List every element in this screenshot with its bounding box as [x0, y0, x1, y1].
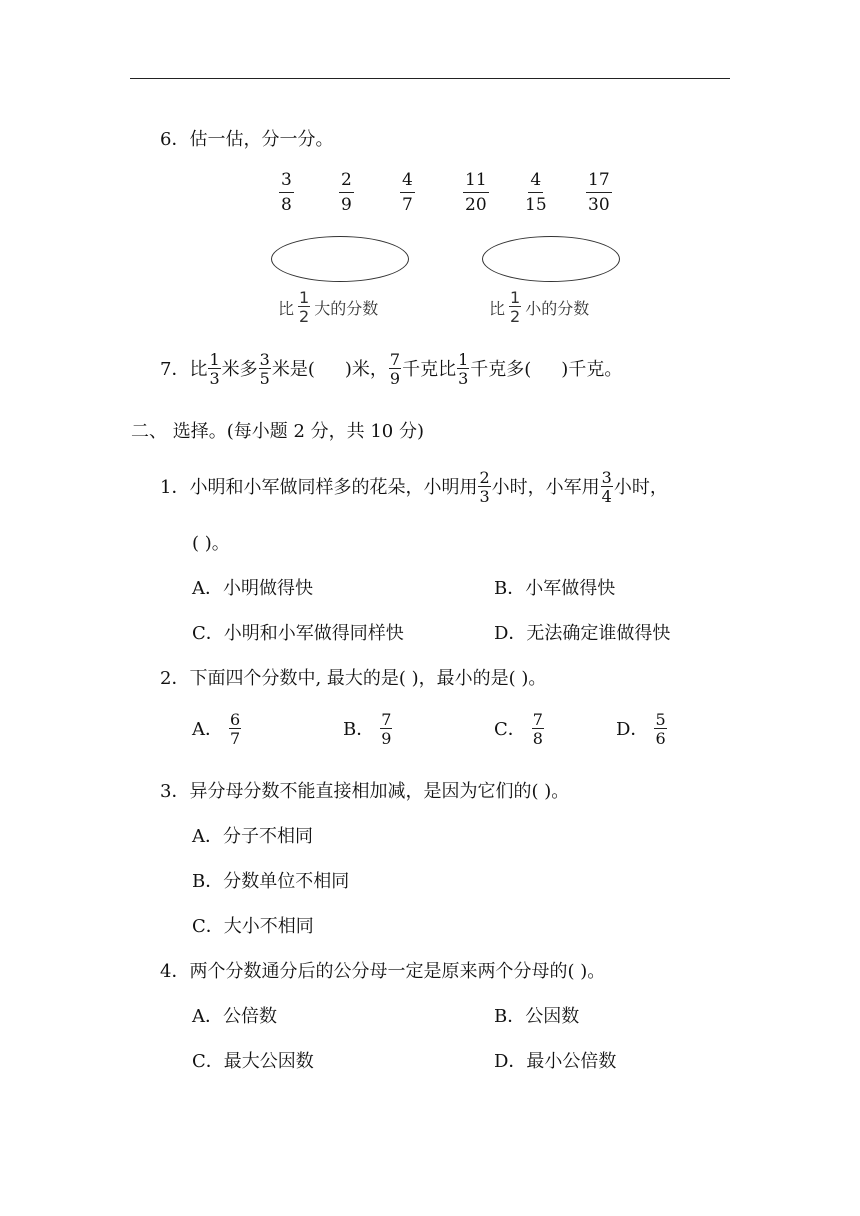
left-caption: 比 $\frac{1}{2}$ 大的分数	[278, 288, 379, 326]
q6-fraction-6: $\frac{17}{30}$	[588, 170, 610, 215]
choice-4-option-a[interactable]: A．公倍数	[192, 1006, 277, 1027]
choice-3-option-b[interactable]: B．分数单位不相同	[192, 871, 350, 892]
choice-1-question: 1．小明和小军做同样多的花朵，小明用 $\frac{2}{3}$ 小时，小军用 $\frac{3}{4}$ 小时，	[160, 468, 668, 506]
right-answer-oval[interactable]	[482, 236, 620, 282]
q6-label: 6．估一估，分一分。	[160, 129, 334, 150]
choice-3-question: 3．异分母分数不能直接相加减，是因为它们的( )。	[160, 781, 570, 802]
choice-4-question: 4．两个分数通分后的公分母一定是原来两个分母的( )。	[160, 961, 606, 982]
q6-fraction-4: $\frac{11}{20}$	[465, 170, 487, 215]
left-answer-oval[interactable]	[271, 236, 409, 282]
choice-1-option-a[interactable]: A．小明做得快	[192, 578, 313, 599]
choice-4-option-b[interactable]: B．公因数	[494, 1006, 580, 1027]
choice-2-option-d[interactable]: D． $\frac{5}{6}$	[616, 710, 666, 748]
q6-fraction-3: $\frac{4}{7}$	[402, 170, 413, 215]
choice-2-option-a[interactable]: A． $\frac{6}{7}$	[192, 710, 241, 748]
choice-4-option-d[interactable]: D．最小公倍数	[494, 1051, 617, 1072]
choice-1-option-c[interactable]: C．小明和小军做得同样快	[192, 623, 404, 644]
choice-1-answer-blank: ( )。	[192, 533, 230, 554]
q7-line: 7．比 $\frac{1}{3}$ 米多 $\frac{3}{5}$ 米是( )米， $\frac{7}{9}$ 千克比 $\frac{1}{3}$ 千克多( )千克。	[160, 350, 623, 388]
q6-fraction-5: $\frac{4}{15}$	[525, 170, 547, 215]
choice-4-option-c[interactable]: C．最大公因数	[192, 1051, 314, 1072]
q6-fraction-1: $\frac{3}{8}$	[281, 170, 292, 215]
choice-2-option-b[interactable]: B． $\frac{7}{9}$	[343, 710, 392, 748]
choice-2-option-c[interactable]: C． $\frac{7}{8}$	[494, 710, 543, 748]
choice-3-option-a[interactable]: A．分子不相同	[192, 826, 313, 847]
right-caption: 比 $\frac{1}{2}$ 小的分数	[489, 288, 590, 326]
choice-2-question: 2．下面四个分数中, 最大的是( )，最小的是( )。	[160, 668, 547, 689]
choice-1-option-d[interactable]: D．无法确定谁做得快	[494, 623, 671, 644]
header-rule	[130, 78, 730, 79]
section-2-title: 二、 选择。(每小题 2 分，共 10 分)	[131, 421, 425, 442]
choice-1-option-b[interactable]: B．小军做得快	[494, 578, 616, 599]
choice-3-option-c[interactable]: C．大小不相同	[192, 916, 314, 937]
q6-fraction-2: $\frac{2}{9}$	[341, 170, 352, 215]
